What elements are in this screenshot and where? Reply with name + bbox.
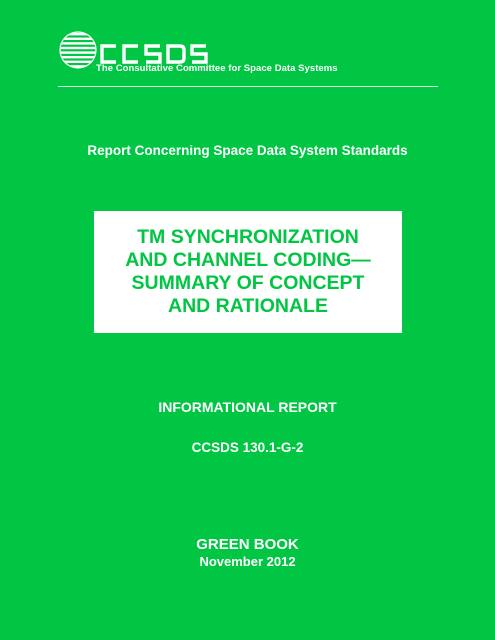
document-title — [125, 226, 371, 318]
report-type: INFORMATIONAL REPORT — [158, 399, 337, 415]
document-number: CCSDS 130.1-G-2 — [191, 440, 304, 455]
book-color: GREEN BOOK — [196, 536, 299, 553]
header-divider — [58, 86, 438, 87]
title-line-3: SUMMARY OF CONCEPT — [131, 272, 365, 294]
ccsds-tagline: The Consultative Committee for Space Data Systems — [96, 63, 338, 74]
title-line-4: AND RATIONALE — [168, 295, 328, 317]
series-label: Report Concerning Space Data System Standards — [87, 143, 408, 158]
publication-date: November 2012 — [199, 554, 296, 569]
title-box — [94, 211, 402, 333]
title-line-2: AND CHANNEL CODING— — [125, 249, 371, 271]
title-line-1: TM SYNCHRONIZATION — [137, 226, 359, 248]
